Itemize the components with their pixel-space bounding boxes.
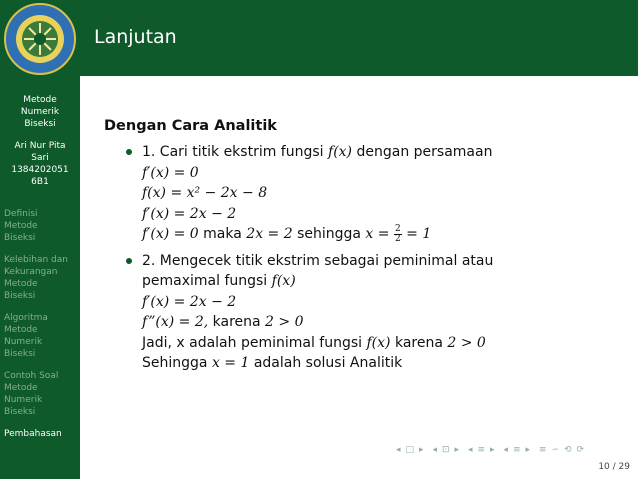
next-subsection-icon[interactable]: ▸ <box>454 445 461 455</box>
prev-section-icon[interactable]: ◂ <box>467 445 474 455</box>
sidebar-item-label: Pembahasan <box>4 429 62 439</box>
text: pemaximal fungsi <box>142 273 272 289</box>
sidebar-item-contoh-soal[interactable] <box>4 370 78 418</box>
prev-part-icon[interactable]: ◂ <box>503 445 509 455</box>
math-line: f′(x) = 0 <box>142 164 199 181</box>
sidebar-item-label: Metode <box>4 279 38 289</box>
math: f(x) <box>271 273 296 289</box>
fraction-numerator: 2 <box>394 223 401 234</box>
math: f(x) <box>328 144 353 160</box>
fraction-denominator: 2 <box>394 233 401 244</box>
sidebar-item-pembahasan[interactable] <box>4 428 78 440</box>
sidebar-title-line: Biseksi <box>24 119 56 129</box>
sidebar-item-label: Metode <box>4 383 38 393</box>
section-title: Dengan Cara Analitik <box>104 118 277 134</box>
list-item <box>104 142 624 245</box>
bullet-icon <box>126 149 132 155</box>
math: x = <box>365 226 394 242</box>
math: x = 1 <box>211 355 250 371</box>
sidebar-author-line: 1384202051 <box>11 165 69 175</box>
search-icon[interactable]: ∽ <box>551 445 560 455</box>
part-icon[interactable]: ≡ <box>512 445 522 455</box>
text: adalah solusi Analitik <box>249 355 403 371</box>
sidebar-item-label: Contoh Soal <box>4 371 59 381</box>
math-line: f′(x) = 2x − 2 <box>142 205 237 222</box>
sidebar-author-line: Sari <box>31 153 49 163</box>
math: = 1 <box>401 226 432 242</box>
back-icon[interactable]: ⟲ <box>564 445 573 455</box>
sidebar-item-kelebihan[interactable] <box>4 254 78 302</box>
sidebar-item-label: Numerik <box>4 395 43 405</box>
sidebar-item-label: Kekurangan <box>4 267 58 277</box>
text-line <box>142 142 624 163</box>
text-line <box>142 312 624 333</box>
section-icon[interactable]: ≡ <box>477 445 487 455</box>
sidebar-title-line: Numerik <box>20 107 60 117</box>
page-number: 10 / 29 <box>598 462 630 472</box>
next-part-icon[interactable]: ▸ <box>525 445 532 455</box>
sidebar-author-line: 6B1 <box>31 177 49 187</box>
university-logo-icon <box>3 2 77 76</box>
slide-content <box>104 118 624 374</box>
next-section-icon[interactable]: ▸ <box>490 445 496 455</box>
frame-icon[interactable]: □ <box>405 445 416 455</box>
forward-icon[interactable]: ⟳ <box>576 445 586 455</box>
sidebar-navigation <box>4 208 78 450</box>
text-line <box>142 353 624 374</box>
prev-frame-icon[interactable]: ◂ <box>396 445 402 455</box>
sidebar-presentation-title <box>0 94 80 130</box>
math: f(x) <box>366 334 391 351</box>
text: karena <box>208 314 266 330</box>
slide-title: Lanjutan <box>94 26 177 48</box>
math-line: f′(x) = 2x − 2 <box>142 293 237 310</box>
fraction <box>394 225 402 244</box>
text: sehingga <box>292 226 366 242</box>
text: 1. Cari titik ekstrim fungsi <box>142 144 329 160</box>
text-line <box>142 224 624 245</box>
sidebar-author-line: Ari Nur Pita <box>14 141 66 151</box>
math: 2x = 2 <box>246 226 293 242</box>
sidebar-title-line: Metode <box>23 95 57 105</box>
text: maka <box>198 226 247 242</box>
sidebar-item-label: Algoritma <box>4 313 48 323</box>
sidebar <box>0 0 80 479</box>
math: f′(x) = 0 <box>142 226 199 242</box>
text: karena <box>390 334 448 351</box>
sidebar-author <box>0 140 80 188</box>
sidebar-item-algoritma[interactable] <box>4 312 78 360</box>
sidebar-item-label: Biseksi <box>4 291 36 301</box>
toc-icon[interactable]: ≡ <box>538 445 548 455</box>
math: 2 > 0 <box>265 314 304 330</box>
text-line: 2. Mengecek titik ekstrim sebagai peminimal atau <box>142 252 494 269</box>
next-frame-icon[interactable]: ▸ <box>419 445 425 455</box>
slide-header <box>80 0 638 76</box>
text: Jadi, x adalah peminimal fungsi <box>142 334 367 351</box>
sidebar-item-label: Biseksi <box>4 233 36 243</box>
subsection-icon[interactable]: ⊡ <box>441 445 451 455</box>
text-line <box>142 271 624 292</box>
sidebar-item-label: Definisi <box>4 209 38 219</box>
text-line <box>142 333 624 354</box>
sidebar-item-label: Biseksi <box>4 407 36 417</box>
math: f”(x) = 2, <box>142 314 209 330</box>
text: Sehingga <box>142 355 212 371</box>
beamer-navigation-controls <box>396 445 630 457</box>
sidebar-item-label: Metode <box>4 325 38 335</box>
math-line: f(x) = x² − 2x − 8 <box>142 185 268 201</box>
list-item <box>104 251 624 374</box>
sidebar-item-definisi[interactable] <box>4 208 78 244</box>
sidebar-item-label: Biseksi <box>4 349 36 359</box>
bullet-icon <box>126 258 132 264</box>
math: 2 > 0 <box>447 334 486 351</box>
sidebar-item-label: Numerik <box>4 337 43 347</box>
sidebar-item-label: Kelebihan dan <box>4 255 68 265</box>
prev-subsection-icon[interactable]: ◂ <box>432 445 438 455</box>
text: dengan persamaan <box>352 144 493 160</box>
sidebar-item-label: Metode <box>4 221 38 231</box>
